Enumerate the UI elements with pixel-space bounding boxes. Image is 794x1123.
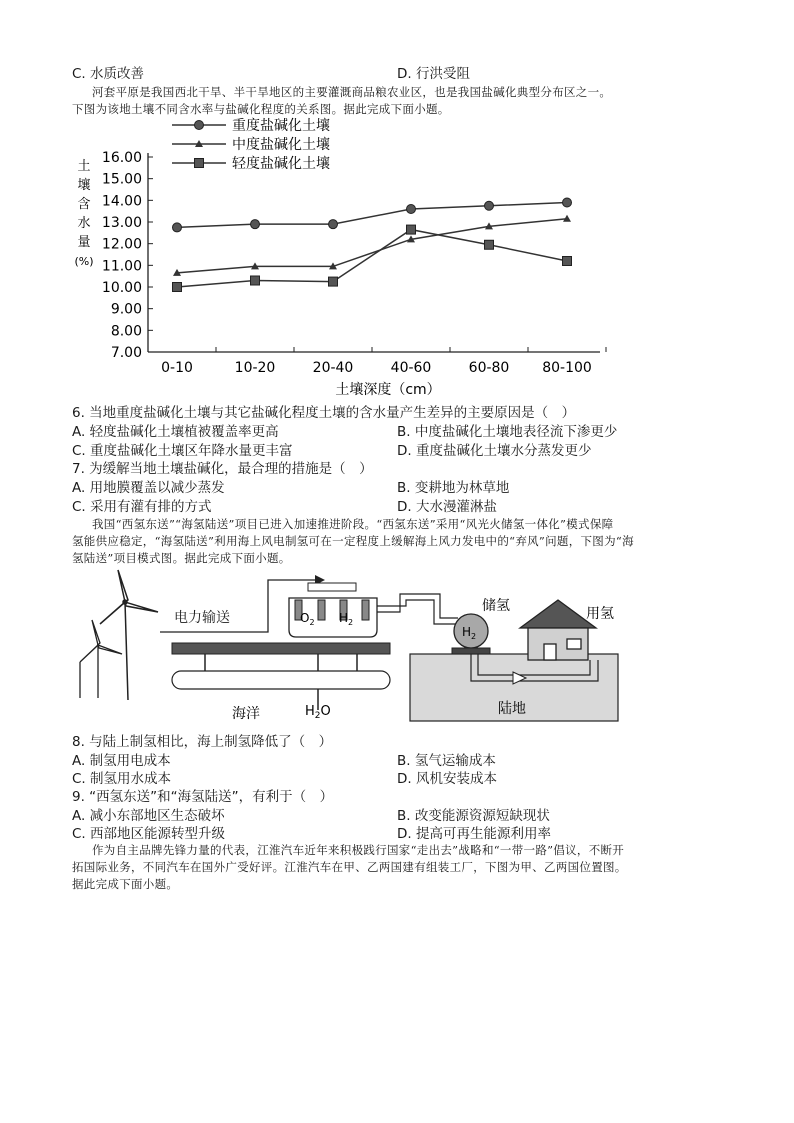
storage-label: 储氢 xyxy=(482,598,510,614)
ocean-label: 海洋 xyxy=(232,706,260,722)
data-point xyxy=(251,220,260,229)
question-7-stem: 7. 为缓解当地土壤盐碱化，最合理的措施是（ ） xyxy=(72,461,373,477)
data-point xyxy=(173,283,182,292)
series-line xyxy=(177,230,567,287)
y-tick-label: 13.00 xyxy=(101,215,142,231)
x-tick-label: 10-20 xyxy=(234,360,276,376)
legend-label: 轻度盐碱化土壤 xyxy=(232,156,330,172)
passage-3-line-1: 作为自主品牌先锋力量的代表，江淮汽车近年来积极践行国家“走出去”战略和“一带一路”倡议，不断开 xyxy=(92,843,625,857)
y-tick-label: 10.00 xyxy=(101,280,142,296)
x-tick-label: 80-100 xyxy=(542,360,592,376)
legend-entry xyxy=(172,136,330,153)
storage-tank-label: $H_2$ xyxy=(462,625,477,641)
y-tick-label: 7.00 xyxy=(110,345,142,361)
question-6-option-a: A. 轻度盐碱化土壤植被覆盖率更高 xyxy=(72,424,279,440)
hydrogen-label: $H_2$ xyxy=(339,611,354,627)
soil-moisture-chart xyxy=(0,112,794,402)
water-label: $H_2O$ xyxy=(305,704,331,721)
x-tick-label: 20-40 xyxy=(312,360,354,376)
question-8-option-c: C. 制氢用水成本 xyxy=(72,771,172,787)
question-6-option-d: D. 重度盐碱化土壤水分蒸发更少 xyxy=(397,443,592,459)
oxygen-label: $O_2$ xyxy=(300,611,315,627)
data-point xyxy=(563,257,572,266)
pontoon xyxy=(172,671,390,689)
legend-label: 中度盐碱化土壤 xyxy=(232,137,330,153)
passage-1-line-2: 下图为该地土壤不同含水率与盐碱化程度的关系图。据此完成下面小题。 xyxy=(72,102,450,116)
series-line xyxy=(177,219,567,273)
y-tick-label: 16.00 xyxy=(101,150,142,166)
question-6-option-c: C. 重度盐碱化土壤区年降水量更丰富 xyxy=(72,443,293,459)
legend-entry xyxy=(172,117,330,134)
question-9-stem: 9. “西氢东送”和“海氢陆送”，有利于（ ） xyxy=(72,789,334,805)
question-8-stem: 8. 与陆上制氢相比，海上制氢降低了（ ） xyxy=(72,734,333,750)
chart-legend xyxy=(172,117,330,172)
x-axis-label: 土壤深度（cm） xyxy=(335,382,441,398)
y-tick-label: 9.00 xyxy=(110,301,142,318)
option-c: C. 水质改善 xyxy=(72,66,145,82)
question-6-option-b: B. 中度盐碱化土壤地表径流下渗更少 xyxy=(397,424,618,440)
x-tick-label: 60-80 xyxy=(468,360,510,376)
sea-platform xyxy=(172,643,390,654)
question-9-option-d: D. 提高可再生能源利用率 xyxy=(397,826,551,842)
x-axis xyxy=(148,347,606,376)
passage-2-line-1: 我国“西氢东送”“海氢陆送”项目已进入加速推进阶段。“西氢东送”采用“风光火储氢一体化”模式保障 xyxy=(92,517,614,531)
y-axis-label: 土壤含水量(%) xyxy=(74,159,94,268)
x-tick-label: 40-60 xyxy=(390,360,432,376)
y-tick-label: 14.00 xyxy=(101,193,142,210)
question-7-option-d: D. 大水漫灌淋盐 xyxy=(397,499,497,515)
question-7-option-b: B. 变耕地为林草地 xyxy=(397,480,510,496)
y-tick-label: 15.00 xyxy=(101,171,142,188)
option-d: D. 行洪受阻 xyxy=(397,66,470,82)
hydrogen-use-label: 用氢 xyxy=(586,606,614,622)
data-point xyxy=(485,201,494,210)
data-point xyxy=(563,198,572,207)
chart-series xyxy=(173,198,572,292)
question-8-option-b: B. 氢气运输成本 xyxy=(397,753,496,769)
y-tick-label: 8.00 xyxy=(110,323,142,340)
question-9-option-b: B. 改变能源资源短缺现状 xyxy=(397,808,550,824)
question-7-option-c: C. 采用有灌有排的方式 xyxy=(72,499,212,515)
passage-1-line-1: 河套平原是我国西北干旱、半干旱地区的主要灌溉商品粮农业区，也是我国盐碱化典型分布区之一。 xyxy=(92,85,612,99)
legend-marker xyxy=(195,159,204,168)
power-transmission-label: 电力输送 xyxy=(174,610,230,626)
data-point xyxy=(329,277,338,286)
series-triangle xyxy=(173,215,571,276)
passage-3-line-2: 拓国际业务，不同汽车在国外广受好评。江淮汽车在甲、乙两国建有组装工厂，下图为甲、乙两国位置图。 xyxy=(72,860,627,874)
data-point xyxy=(329,220,338,229)
house-icon xyxy=(520,600,596,660)
y-axis xyxy=(102,150,153,361)
data-point xyxy=(563,215,571,222)
question-6-stem: 6. 当地重度盐碱化土壤与其它盐碱化程度土壤的含水量产生差异的主要原因是（ ） xyxy=(72,405,576,421)
data-point xyxy=(407,225,416,234)
data-point xyxy=(251,276,260,285)
question-9-option-c: C. 西部地区能源转型升级 xyxy=(72,826,226,842)
x-tick-label: 0-10 xyxy=(161,360,193,376)
passage-2-line-3: 氢陆送”项目模式图。据此完成下面小题。 xyxy=(72,551,291,565)
series-line xyxy=(177,203,567,228)
data-point xyxy=(173,223,182,232)
passage-3-line-3: 据此完成下面小题。 xyxy=(72,877,179,891)
wind-turbine-large xyxy=(100,570,158,700)
legend-entry xyxy=(172,155,330,172)
question-8-option-a: A. 制氢用电成本 xyxy=(72,753,171,769)
question-8-option-d: D. 风机安装成本 xyxy=(397,771,497,787)
data-point xyxy=(485,240,494,249)
legend-label: 重度盐碱化土壤 xyxy=(232,118,330,134)
hydrogen-transport-diagram xyxy=(0,560,794,730)
question-9-option-a: A. 减小东部地区生态破坏 xyxy=(72,808,225,824)
y-tick-label: 11.00 xyxy=(101,258,142,275)
series-circle xyxy=(173,198,572,232)
land-label: 陆地 xyxy=(498,701,526,717)
data-point xyxy=(407,205,416,214)
wind-turbine-small xyxy=(80,620,122,698)
y-tick-label: 12.00 xyxy=(101,236,142,253)
legend-marker xyxy=(195,121,204,130)
question-7-option-a: A. 用地膜覆盖以减少蒸发 xyxy=(72,480,225,496)
series-square xyxy=(173,225,572,291)
passage-2-line-2: 氢能供应稳定，“海氢陆送”利用海上风电制氢可在一定程度上缓解海上风力发电中的“弃风”问题，下图为“海 xyxy=(72,534,634,548)
